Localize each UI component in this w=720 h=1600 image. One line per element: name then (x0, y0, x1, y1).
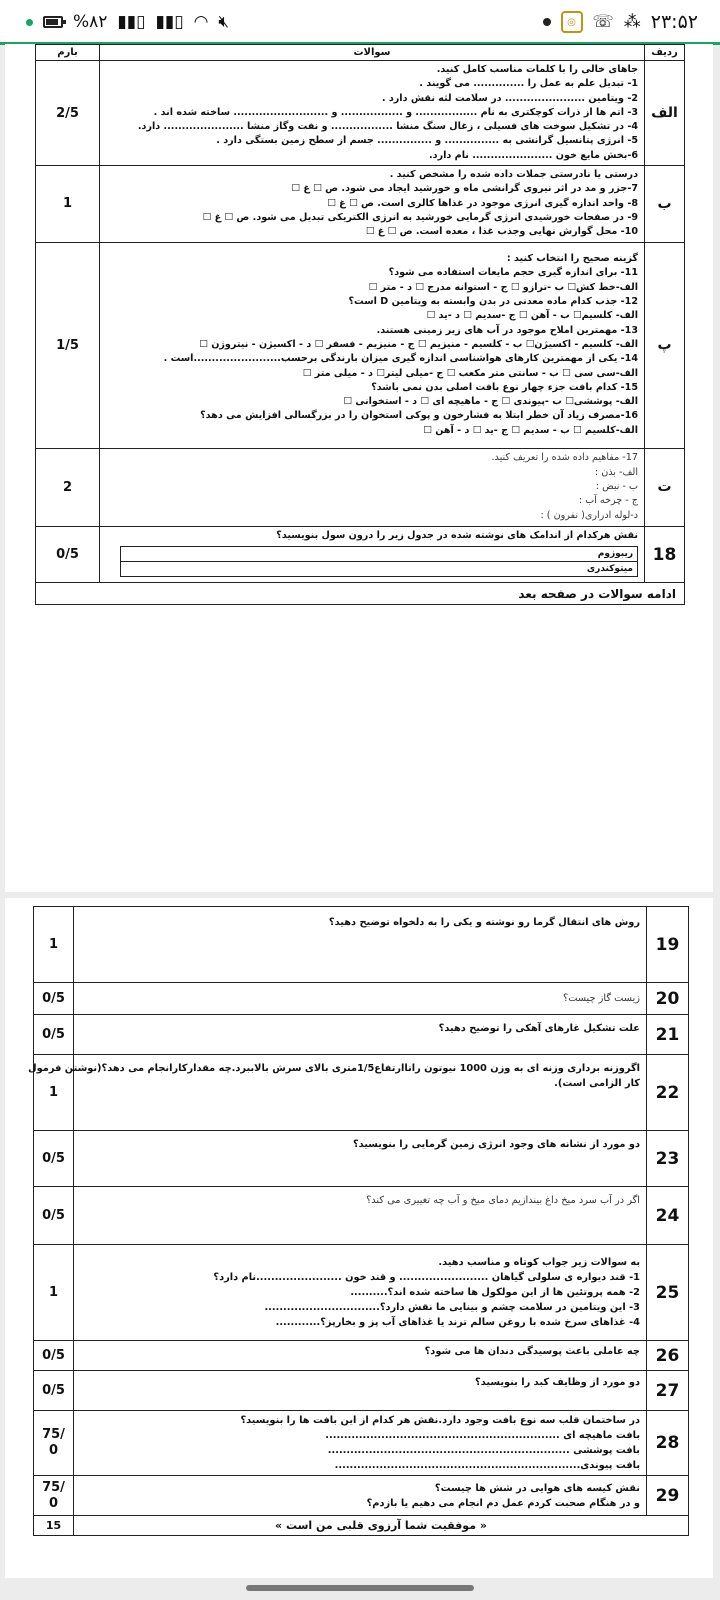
question-line: 4- غذاهای سرخ شده با روغن سالم ترند یا غذاهای آب پز و بخارپز؟............ (275, 1317, 640, 1328)
mute-icon: 🔇︎ (218, 12, 230, 32)
question-line: کار الزامی است). (554, 1078, 640, 1089)
status-bar (0, 0, 720, 44)
battery-icon (43, 16, 63, 28)
gesture-nav-handle[interactable] (246, 1585, 474, 1591)
definition-line: ج - چرخه آب : (578, 495, 638, 507)
question-score: 0/5 (34, 983, 74, 1015)
question-row (34, 1476, 689, 1516)
question-score: 0/5 (34, 1015, 74, 1055)
question-number: 22 (647, 1055, 689, 1131)
continue-row (36, 583, 685, 605)
question-line: علت تشکیل غارهای آهکی را توضیح دهید؟ (438, 1023, 640, 1034)
question-score: 1 (34, 907, 74, 983)
section-title: درستی یا نادرستی جملات داده شده را مشخص کنید . (389, 169, 638, 181)
definition-line: الف- بذن : (594, 466, 638, 478)
question-score: /75 0 (34, 1476, 74, 1516)
section-body (100, 61, 645, 166)
question-number: 24 (647, 1187, 689, 1245)
question-row (34, 1411, 689, 1476)
question-number: 26 (647, 1341, 689, 1371)
section-score: 1/5 (36, 242, 100, 448)
app-icon: ◎ (561, 11, 583, 33)
section-letter: ب (645, 166, 685, 242)
signal-icon-2: ▮▮▯ (155, 12, 184, 32)
question-line: دو مورد از نشانه های وجود انرژی زمین گرمایی را بنویسید؟ (352, 1139, 640, 1150)
question-body (74, 1187, 647, 1245)
question-line: دو مورد از وظایف کبد را بنویسید؟ (475, 1377, 640, 1388)
dot-icon (543, 18, 551, 26)
question-line: چه عاملی باعث پوسیدگی دندان ها می شود؟ (424, 1346, 640, 1357)
question-body (74, 1245, 647, 1341)
question-body (74, 907, 647, 983)
question-row (34, 983, 689, 1015)
question-score: 1 (34, 1245, 74, 1341)
question-score: 1 (34, 1055, 74, 1131)
question-number: 25 (647, 1245, 689, 1341)
header-row (36, 45, 685, 61)
question-line: 3- این ویتامین در سلامت چشم و بینایی ما نقش دارد؟............................... (264, 1302, 640, 1313)
question-18-row (36, 526, 685, 583)
question-number: 28 (647, 1411, 689, 1476)
question-line: 15- کدام بافت جزء چهار نوع بافت اصلی بدن نمی باشد؟ (371, 381, 638, 393)
question-body (74, 1131, 647, 1187)
question-body (28, 1055, 647, 1131)
question-line: در ساختمان قلب سه نوع بافت وجود دارد.نقش هر کدام از این بافت ها را بنویسید؟ (240, 1415, 640, 1426)
organelle-name: میتوکندری (121, 562, 638, 577)
question-line: 11- برای اندازه گیری حجم مایعات استفاده می شود؟ (388, 267, 638, 279)
section-body (100, 242, 645, 448)
question-number: 21 (647, 1015, 689, 1055)
exam-table-1 (35, 44, 685, 605)
question-line: اگروزنه برداری وزنه ای به وزن 1000 نیوتون راتاارتفاع1/5متری بالای سرش بالاببرد.چه مقدارکارانجام می دهد؟(نوشتن فرمول (28, 1063, 640, 1074)
question-line: بافت ماهیچه ای ............................................................... (325, 1430, 640, 1441)
section-row (36, 61, 685, 166)
question-line: 5- انرژی پتانسیل گرانشی به ............... و ............... جسم از سطح زمین بستگی دارد . (216, 135, 638, 147)
question-score: 0/5 (36, 526, 100, 583)
signal-icon: ▮▮▯ (117, 12, 146, 32)
option-line: الف- کلسیم - اکسیژن☐ ب - کلسیم - منیزیم ☐ ج - منیزیم - فسفر ☐ د - اکسیژن - نیتروژن ☐ (199, 338, 638, 350)
question-line: 10- محل گوارش نهایی وجذب غذا ، معده است. ص ☐ غ ☐ (365, 226, 638, 238)
question-score: 0/5 (34, 1187, 74, 1245)
question-score: 0/5 (34, 1341, 74, 1371)
network-icon: ⁂ (623, 12, 641, 32)
question-body (74, 983, 647, 1015)
section-body (100, 448, 645, 526)
question-line: 2- ویتامین ...................... در سلامت لثه نقش دارد . (381, 92, 638, 104)
question-line: 6-بخش مایع خون ...................... نام دارد. (429, 149, 638, 161)
section-score: 2/5 (36, 61, 100, 166)
section-letter: پ (645, 242, 685, 448)
section-title: گزینه صحیح را انتخاب کنید : (506, 253, 638, 265)
question-line: 16-مصرف زیاد آن خطر ابتلا به فشارخون و پوکی استخوان را در بزرگسالی افزایش می دهد؟ (200, 410, 638, 422)
question-row (34, 1341, 689, 1371)
question-row (34, 907, 689, 983)
question-row (34, 1055, 689, 1131)
notification-dot (26, 19, 33, 26)
question-body (74, 1015, 647, 1055)
question-row (34, 1015, 689, 1055)
question-line: 7-جزر و مد در اثر نیروی گرانشی ماه و خورشید ایجاد می شود. ص ☐ غ ☐ (291, 183, 638, 195)
question-line: 4- در تشکیل سوخت های فسیلی ، زغال سنگ منشا ................. و نفت وگاز منشا ...................... دارد. (137, 121, 638, 133)
question-line: 3- اتم ها از ذرات کوچکتری به نام ................. و ................. و .......................... ساخته شده اند . (153, 106, 638, 118)
option-line: الف- کلسیم☐ ب - آهن ☐ ج -سدیم ☐ د -ید ☐ (426, 310, 638, 322)
question-number: 19 (647, 907, 689, 983)
closing-message: « موفقیت شما آرزوی قلبی من است » (74, 1516, 689, 1536)
question-row (34, 1245, 689, 1341)
header-score-label: بارم (36, 45, 100, 61)
question-line: 8- واحد اندازه گیری انرژی موجود در غذاها کالری است. ص ☐ غ ☐ (327, 197, 638, 209)
definition-line: د-لوله ادراری( نفرون ) : (540, 509, 638, 521)
question-number: 27 (647, 1371, 689, 1411)
organelle-table (120, 546, 638, 578)
question-line: 12- جذب کدام ماده معدنی در بدن وابسته به ویتامین D است؟ (348, 296, 638, 308)
question-line: اگر در آب سرد میخ داغ بیندازیم دمای میخ و آب چه تغییری می کند؟ (366, 1195, 640, 1206)
question-row (34, 1371, 689, 1411)
status-right (543, 11, 699, 33)
section-title: جاهای خالی را با کلمات مناسب کامل کنید. (436, 64, 638, 75)
section-letter: ت (645, 448, 685, 526)
battery-percent: %۸۲ (73, 12, 108, 32)
definition-line: ب - نبض : (595, 480, 638, 492)
continue-note: ادامه سوالات در صفحه بعد (36, 583, 685, 605)
question-row (34, 1187, 689, 1245)
exam-page-1 (5, 44, 713, 892)
question-line: به سوالات زیر جواب کوتاه و مناسب دهید. (438, 1257, 640, 1268)
option-line: الف-سی سی ☐ ب - سانتی متر مکعب ☐ ج -میلی لیتر☐ د - میلی متر ☐ (302, 367, 638, 379)
footer-row (34, 1516, 689, 1536)
question-line: بافت پوششی ................................................................. (327, 1445, 640, 1456)
option-line: الف-خط کش☐ ب -ترازو ☐ ج - استوانه مدرج ☐ د - متر ☐ (368, 281, 638, 293)
header-questions-label: سوالات (100, 45, 645, 61)
question-body (74, 1341, 647, 1371)
question-score: 0/5 (34, 1371, 74, 1411)
question-number: 29 (647, 1476, 689, 1516)
section-row (36, 448, 685, 526)
question-line: 13- مهمترین املاح موجود در آب های زیر زمینی هستند. (376, 324, 638, 336)
clock: ۲۳:۵۲ (650, 11, 698, 33)
question-line: نقش کیسه های هوایی در شش ها چیست؟ (434, 1482, 640, 1494)
organelle-name: ریبوزوم (121, 546, 638, 561)
section-row (36, 242, 685, 448)
question-row (34, 1131, 689, 1187)
question-score: /75 0 (34, 1411, 74, 1476)
section-title: 17- مفاهیم داده شده را تعریف کنید. (491, 452, 638, 464)
question-body (74, 1371, 647, 1411)
question-line: زیست گاز چیست؟ (563, 993, 640, 1004)
option-line: الف-کلسیم ☐ ب - سدیم ☐ ج -ید ☐ د - آهن ☐ (423, 424, 638, 436)
section-score: 1 (36, 166, 100, 242)
total-score: 15 (34, 1516, 74, 1536)
question-body (74, 1411, 647, 1476)
question-body (74, 1476, 647, 1516)
question-score: 0/5 (34, 1131, 74, 1187)
question-line: 2- همه پروتئین ها از این مولکول ها ساخته شده اند؟.......... (350, 1287, 640, 1298)
section-score: 2 (36, 448, 100, 526)
question-number: 23 (647, 1131, 689, 1187)
header-row-label: ردیف (645, 45, 685, 61)
question-line: بافت پیوندی.................................................................. (334, 1460, 640, 1471)
section-letter: الف (645, 61, 685, 166)
question-number: 18 (645, 526, 685, 583)
volte-icon: ☏ (592, 12, 614, 32)
exam-table-2 (28, 906, 689, 1536)
question-line: 9- در صفحات خورشیدی انرژی گرمایی خورشید به انرژی الکتریکی تبدیل می شود. ص ☐ غ ☐ (202, 211, 638, 223)
question-line: 14- یکی از مهمترین کارهای هواشناسی اندازه گیری میزان بارندگی برحسب........................است . (163, 353, 638, 365)
exam-page-2 (5, 898, 713, 1578)
status-left (26, 12, 229, 32)
question-line: 1- تبدیل علم به عمل را .............. می گویند . (419, 78, 638, 90)
section-body (100, 166, 645, 242)
question-body (100, 526, 645, 583)
option-line: الف- پوششی☐ ب -پیوندی ☐ ج - ماهیچه ای ☐ د - استخوانی ☐ (343, 396, 638, 408)
wifi-icon: ◠ (193, 12, 209, 32)
question-line: روش های انتقال گرما رو نوشته و یکی را به دلخواه توضیح دهید؟ (328, 917, 640, 928)
section-row (36, 166, 685, 242)
question-title: نقش هرکدام از اندامک های نوشته شده در جدول زیر را درون سول بنویسید؟ (276, 529, 638, 541)
question-line: 1- قند دیواره ی سلولی گیاهان ........................ و قند خون .......................نام دارد؟ (213, 1272, 640, 1283)
question-number: 20 (647, 983, 689, 1015)
question-line: و در هنگام صحبت کردم عمل دم انجام می دهیم یا بازدم؟ (366, 1497, 640, 1509)
